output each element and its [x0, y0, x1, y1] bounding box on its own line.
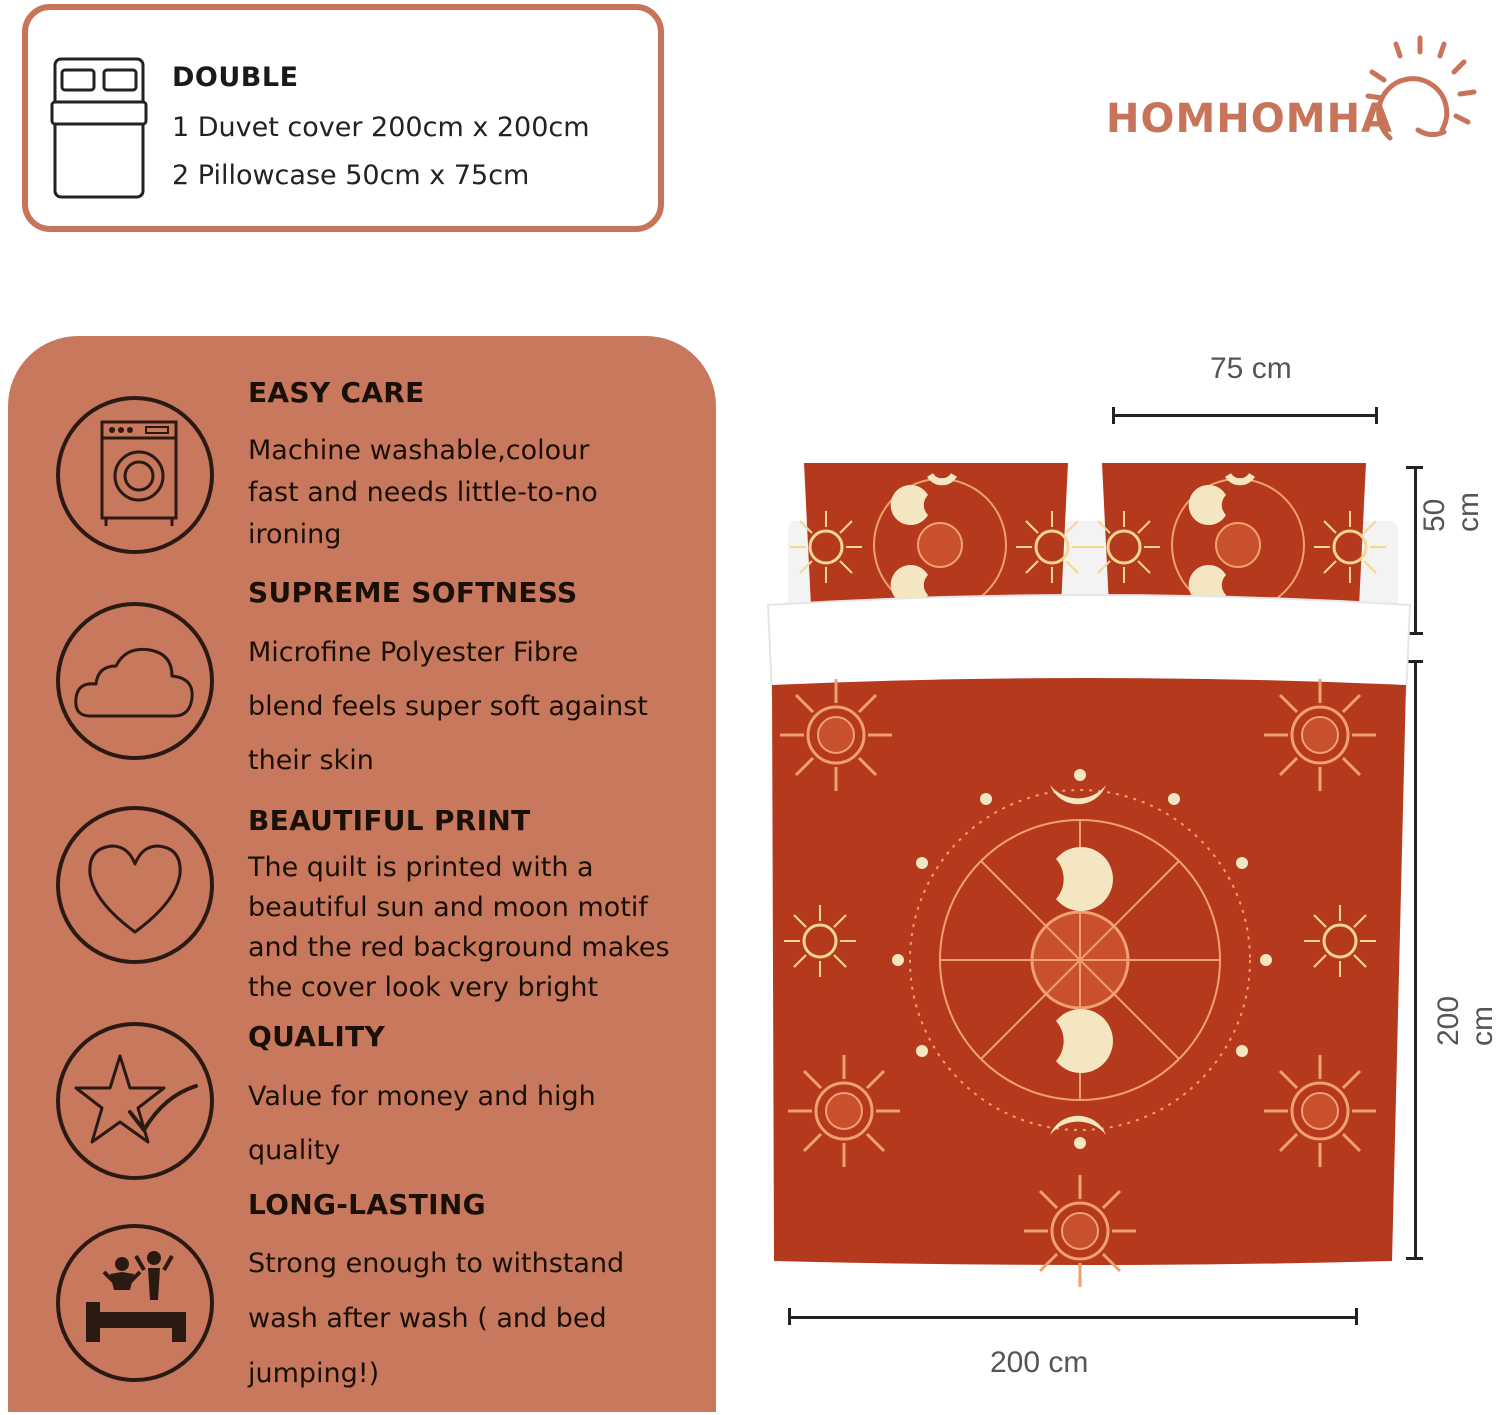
duvet-size: 1 Duvet cover 200cm x 200cm [172, 112, 590, 143]
bed-icon [52, 56, 146, 200]
tick [1375, 407, 1378, 424]
washing-machine-icon [56, 396, 214, 554]
feature-text: The quilt is printed with a beautiful sun and moon motif and the red background makes the cover look very bright [248, 852, 670, 1003]
pillow-height-label: 50 cm [1418, 492, 1485, 532]
feature-title: BEAUTIFUL PRINT [248, 804, 531, 837]
feature-title: SUPREME SOFTNESS [248, 576, 578, 609]
tick [1355, 1308, 1358, 1325]
heart-icon [56, 806, 214, 964]
duvet [772, 678, 1406, 1287]
duvet-width-label: 200 cm [990, 1346, 1089, 1379]
tick [1112, 407, 1115, 424]
tick [788, 1308, 791, 1325]
feature-title: QUALITY [248, 1020, 386, 1053]
feature-title: EASY CARE [248, 376, 425, 409]
star-check-icon [56, 1022, 214, 1180]
bed-jumping-icon [56, 1224, 214, 1382]
feature-title: LONG-LASTING [248, 1188, 486, 1221]
brand-name: HOMHOMHA [1106, 96, 1394, 142]
size-info-box [22, 4, 664, 232]
pillow-width-label: 75 cm [1210, 352, 1292, 385]
duvet-height-label: 200 cm [1432, 995, 1499, 1046]
duvet-set-illustration [760, 455, 1420, 1275]
duvet-width-line [788, 1316, 1358, 1319]
pillowcase-size: 2 Pillowcase 50cm x 75cm [172, 160, 530, 191]
feature-text: Value for money and high quality [248, 1081, 596, 1166]
features-panel [8, 336, 716, 1412]
pillow-width-line [1112, 414, 1378, 417]
feature-text: Microfine Polyester Fibre blend feels super soft against their skin [248, 637, 648, 776]
feature-text: Strong enough to withstand wash after wash ( and bed jumping!) [248, 1248, 625, 1389]
cloud-icon [56, 602, 214, 760]
sun-icon [1360, 34, 1480, 158]
feature-text: Machine washable,colour fast and needs little-to-no ironing [248, 435, 598, 550]
size-title: DOUBLE [172, 62, 299, 93]
